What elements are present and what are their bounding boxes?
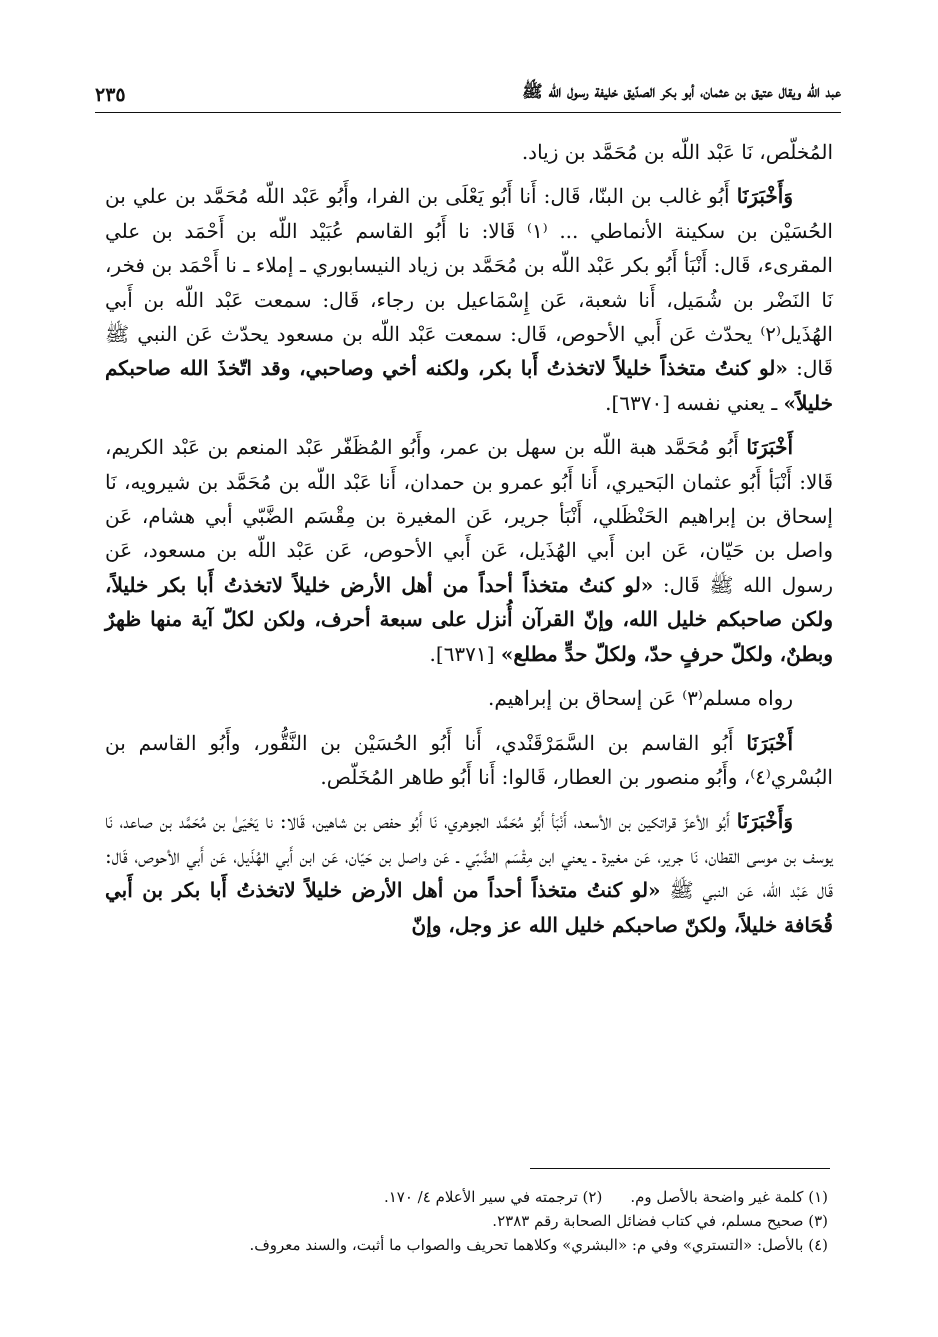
paragraph-lead: وَأَخْبَرَنَا xyxy=(736,809,793,834)
paragraph-text: المُخلّص، نَا عَبْد اللّه بن مُحَمَّد بن زياد. xyxy=(521,140,833,164)
paragraph xyxy=(105,804,833,942)
footnote: (٤) بالأصل: «التستري» وفي م: «البشري» وكلاهما تحريف والصواب ما أثبت، والسند معروف. xyxy=(249,1236,828,1254)
footnote: (١) كلمة غير واضحة بالأصل وم. xyxy=(630,1188,828,1206)
footnote-row xyxy=(120,1185,828,1209)
paragraph xyxy=(105,681,833,715)
paragraph xyxy=(105,430,833,671)
paragraph-tail: [٦٣٧١]. xyxy=(429,641,501,666)
paragraph-text: أَبُو القاسم بن السَّمَرْقَنْدي، أَنا أَبُو الحُسَيْن بن النَّقُّور، وأَبُو القاسم بن البُسْري⁽٤⁾، وأَبُو منصور بن العطار، قَالوا: أَنا أَبُو طاهر المُخَلّص. xyxy=(105,730,833,789)
paragraph-lead: أَخْبَرَنَا xyxy=(746,435,793,460)
paragraph xyxy=(105,726,833,795)
paragraph-lead: وَأَخْبَرَنَا xyxy=(736,184,793,209)
hadith-text: «لو كنتُ متخذاً أحداً من أهل الأرض خليلاً لاتخذتُ أَبا بكر بن أَبي قُحَافة خليلاً، ولكنّ صاحبكم خليل الله عز وجل، وإنّ xyxy=(105,878,833,937)
footnote-separator xyxy=(530,1168,830,1169)
main-text xyxy=(105,135,833,952)
page-number: ٢٣٥ xyxy=(95,84,126,106)
paragraph-lead: أَخْبَرَنَا xyxy=(746,730,793,755)
paragraph-text: أَبُو مُحَمَّد هبة اللّه بن سهل بن عمر، وأَبُو المُظَفّر عَبْد المنعم بن عَبْد الكريم، قَالا: أَنْبَأ أَبُو عثمان البَحيري، أَنا أَبُو عمرو بن حمدان، أَنا عَبْد اللّه بن مُحَمَّد بن شيرويه، نَا إسحاق بن إبراهيم الحَنْظَلي، أَنْبَأ جرير، عَن المغيرة بن مِقْسَم الضَّبّي أبي هشام، عَن واصل بن حَيّان، عَن ابن أَبي الهُذَيل، عَن أَبي الأحوص، عَن عَبْد اللّه بن مسعود، عَن رسول الله ﷺ قَال: xyxy=(105,435,833,597)
paragraph-text: رواه مسلم⁽٣⁾ عَن إسحاق بن إبراهيم. xyxy=(488,686,793,711)
footnote: (٣) صحيح مسلم، في كتاب فضائل الصحابة رقم ٢٣٨٣. xyxy=(492,1212,828,1230)
running-title: عبد الله ويقال عتيق بن عثمان، أبو بكر الصدّيق خليفة رسول الله ﷺ xyxy=(522,82,841,102)
hadith-text: «لو كنتُ متخذاً خليلاً لاتخذتُ أَبا بكر، ولكنه أخي وصاحبي، وقد اتّخذَ الله صاحبكم خليلاً» xyxy=(105,356,833,415)
footnotes xyxy=(120,1185,828,1257)
paragraph-text: أَبُو غالب بن البنّا، قَال: أَنا أَبُو يَعْلَى بن الفرا، وأَبُو عَبْد اللّه مُحَمَّد بن علي بن الحُسَيْن بن سكينة الأنماطي ... ⁽١⁾ قَالا: نا أَبُو القاسم عُبَيْد اللّه بن أَحْمَد بن علي المقرىء، قَال: أَنْبَأ أَبُو بكر عَبْد اللّه بن مُحَمَّد بن زياد النيسابوري ـ إملاء ـ نا أَحْمَد بن فخر، نَا النَضْر بن شُمَيل، أَنا شعبة، عَن إِسْمَاعيل بن رجاء، قَال: سمعت عَبْد اللّه بن أَبي الهُذَيل⁽٢⁾ يحدّث عَن أَبي الأحوص، قَال: سمعت عَبْد اللّه بن مسعود يحدّث عَن النبي ﷺ قَال: xyxy=(105,184,834,381)
page-header xyxy=(95,70,841,113)
footnote: (٢) ترجمته في سير الأعلام ٤/ ١٧٠. xyxy=(383,1188,603,1206)
hadith-text: «لو كنتُ متخذاً أحداً من أهل الأرض خليلاً لاتخذتُ أَبا بكر خليلاً، ولكن صاحبكم خليل الله، وإنّ القرآن أُنزل على سبعة أحرف، ولكن لكلّ آية منها ظهرٌ وبطنٌ، ولكلّ حرفٍ حدّ، ولكلّ حدٍّ مطلع» xyxy=(105,572,833,666)
paragraph xyxy=(105,135,833,169)
paragraph xyxy=(105,179,833,420)
paragraph-tail: ـ يعني نفسه [٦٣٧٠]. xyxy=(605,390,784,415)
footnote-row xyxy=(120,1209,828,1233)
paragraph-text: أَبُو الأعزّ قراتكين بن الأسعد، أَنْبَأ أَبُو مُحَمَّد الجوهري، نَا أَبُو حفص بن شاهين، قَالا: نا يَحْيَىٰ بن مُحَمَّد بن صاعد، نَا يوسف بن موسى القطان، نَا جرير، عَن مغيرة ـ يعني ابن مِقْسَم الضَّبّي ـ عَن واصل بن حَيّان، عَن ابن أَبي الهُذَيل، عَن أَبي الأحوص، قَال: قَال عَبْد الله، عَن النبي ﷺ xyxy=(105,809,833,903)
footnote-row xyxy=(120,1233,828,1257)
